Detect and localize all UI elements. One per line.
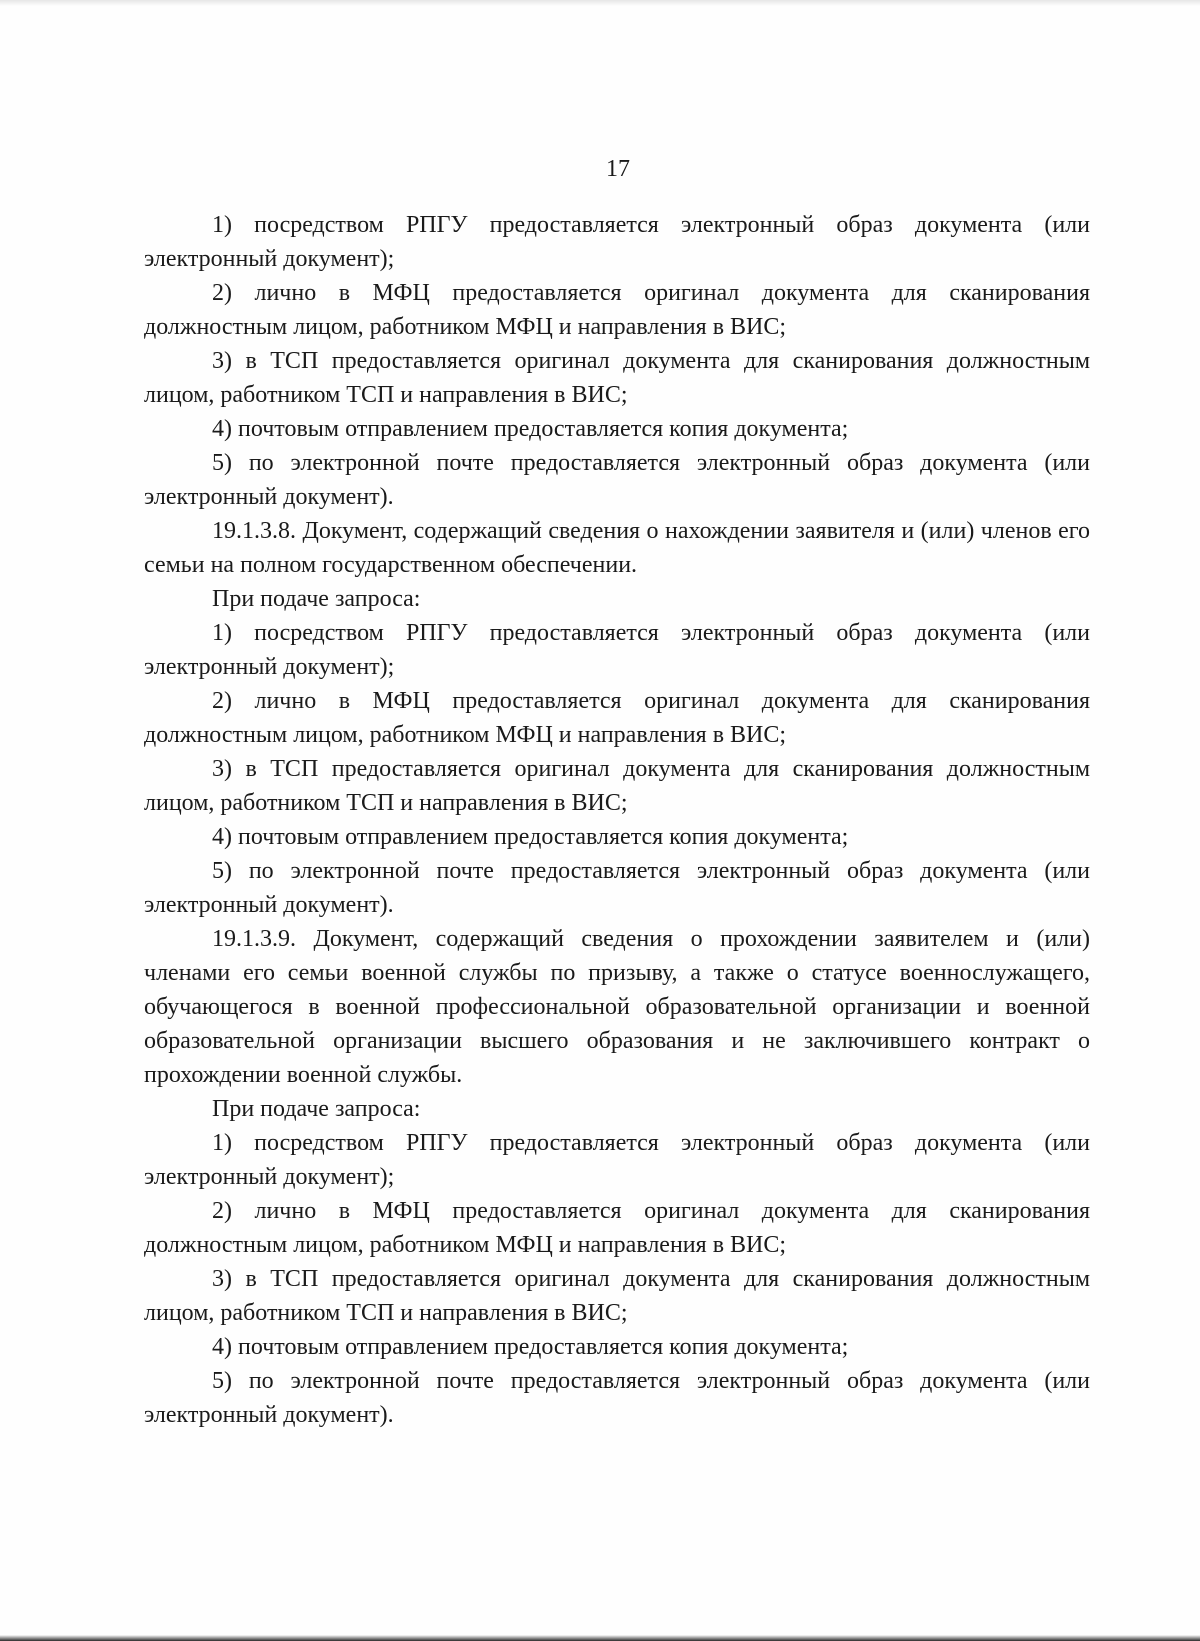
scan-edge-bottom — [0, 1635, 1200, 1641]
list-item-post: 4) почтовым отправлением предоставляется копия документа; — [212, 1334, 849, 1360]
list-item-rpgu: 1) посредством РПГУ предоставляется электронный образ документа (или электронный документ); — [144, 212, 1090, 272]
scan-edge-top — [0, 0, 1200, 6]
request-intro: При подаче запроса: — [212, 586, 421, 612]
section-heading-19-1-3-8: 19.1.3.8. Документ, содержащий сведения о нахождении заявителя и (или) членов его семьи на полном государственном обеспечении. — [144, 518, 1090, 578]
list-item-mfc: 2) лично в МФЦ предоставляется оригинал документа для сканирования должностным лицом, работником МФЦ и направления в ВИС; — [144, 688, 1090, 748]
list-item-email: 5) по электронной почте предоставляется электронный образ документа (или электронный документ). — [144, 1368, 1090, 1428]
list-item-email: 5) по электронной почте предоставляется электронный образ документа (или электронный документ). — [144, 858, 1090, 918]
list-item-mfc: 2) лично в МФЦ предоставляется оригинал документа для сканирования должностным лицом, работником МФЦ и направления в ВИС; — [144, 280, 1090, 340]
request-intro: При подаче запроса: — [212, 1096, 421, 1122]
page-number: 17 — [606, 156, 630, 182]
list-item-post: 4) почтовым отправлением предоставляется копия документа; — [212, 416, 849, 442]
list-item-mfc: 2) лично в МФЦ предоставляется оригинал документа для сканирования должностным лицом, работником МФЦ и направления в ВИС; — [144, 1198, 1090, 1258]
list-item-tsp: 3) в ТСП предоставляется оригинал документа для сканирования должностным лицом, работником ТСП и направления в ВИС; — [144, 348, 1090, 408]
document-body — [144, 208, 1090, 1432]
section-heading-19-1-3-9: 19.1.3.9. Документ, содержащий сведения о прохождении заявителем и (или) членами его семьи военной службы по призыву, а также о статусе военнослужащего, обучающегося в военной профессиональной образовательной организации и военной образовательной организации высшего образования и не заключившего контракт о прохождении военной службы. — [144, 926, 1090, 1088]
list-item-rpgu: 1) посредством РПГУ предоставляется электронный образ документа (или электронный документ); — [144, 620, 1090, 680]
list-item-post: 4) почтовым отправлением предоставляется копия документа; — [212, 824, 849, 850]
list-item-tsp: 3) в ТСП предоставляется оригинал документа для сканирования должностным лицом, работником ТСП и направления в ВИС; — [144, 756, 1090, 816]
list-item-email: 5) по электронной почте предоставляется электронный образ документа (или электронный документ). — [144, 450, 1090, 510]
list-item-rpgu: 1) посредством РПГУ предоставляется электронный образ документа (или электронный документ); — [144, 1130, 1090, 1190]
list-item-tsp: 3) в ТСП предоставляется оригинал документа для сканирования должностным лицом, работником ТСП и направления в ВИС; — [144, 1266, 1090, 1326]
